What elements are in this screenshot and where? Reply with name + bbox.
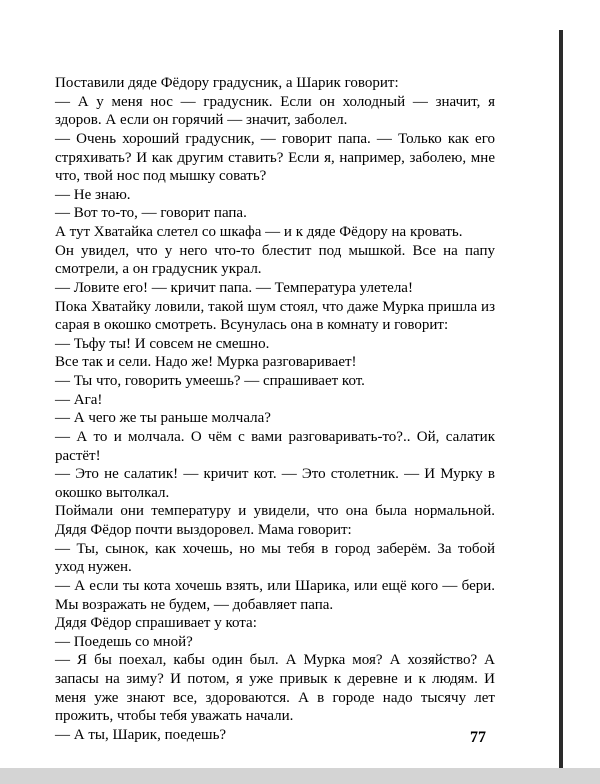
paragraph: — Не знаю. — [55, 186, 131, 203]
paragraph: — Это не салатик! — кричит кот. — Это столетник. — И Мурку в окошко вытолкал. — [55, 466, 495, 501]
paragraph: — А у меня нос — градусник. Если он холодный — значит, я здоров. А если он горячий — значит, заболел. — [55, 93, 495, 129]
paragraph: — Ты что, говорить умеешь? — спрашивает кот. — [55, 373, 365, 389]
scan-bottom-band — [0, 768, 600, 784]
paragraph: — А ты, Шарик, поедешь? — [55, 726, 227, 743]
paragraph: А тут Хватайка слетел со шкафа — и к дяде Фёдору на кровать. — [55, 224, 463, 240]
paragraph: — Я бы поехал, кабы один был. А Мурка моя? А хозяйство? А запасы на зиму? И потом, я уже привык к деревне и к людям. И меня уже знают все, здороваются. А в городе надо тысячу лет прожить, чтобы тебя уважать начали. — [55, 652, 495, 725]
paragraph: — Очень хороший градусник, — говорит папа. — Только как его стряхивать? И как другим ставить? Если я, например, заболею, мне что, твой нос под мышку совать? — [55, 130, 495, 185]
paragraph: — Ага! — [55, 391, 103, 408]
paragraph: Все так и сели. Надо же! Мурка разговаривает! — [55, 354, 357, 371]
paragraph: — А чего же ты раньше молчала? — [55, 410, 271, 427]
binding-edge-line — [559, 30, 563, 782]
body-text — [55, 74, 495, 745]
page-number: 77 — [470, 729, 486, 746]
paragraph: Дядя Фёдор спрашивает у кота: — [55, 615, 257, 632]
paragraph: — Поедешь со мной? — [55, 633, 193, 650]
paragraph: — А если ты кота хочешь взять, или Шарика, или ещё кого — бери. Мы возражать не будем, — добавляет папа. — [55, 577, 495, 613]
paragraph: Поймали они температуру и увидели, что она была нормальной. Дядя Фёдор почти выздоровел. Мама говорит: — [55, 503, 495, 538]
paragraph: Пока Хватайку ловили, такой шум стоял, что даже Мурка пришла из сарая в окошко смотреть. Всунулась она в комнату и говорит: — [55, 298, 495, 334]
paragraph: — Вот то-то, — говорит папа. — [55, 205, 247, 222]
paragraph: — Тьфу ты! И совсем не смешно. — [55, 335, 270, 352]
paragraph: Он увидел, что у него что-то блестит под мышкой. Все на папу смотрели, а он градусник украл. — [55, 242, 495, 278]
paragraph: — Ты, сынок, как хочешь, но мы тебя в город заберём. За тобой уход нужен. — [55, 540, 495, 576]
paragraph: — Ловите его! — кричит папа. — Температура улетела! — [55, 279, 413, 296]
paragraph: Поставили дяде Фёдору градусник, а Шарик говорит: — [55, 75, 399, 91]
paragraph: — А то и молчала. О чём с вами разговаривать-то?.. Ой, салатик растёт! — [55, 428, 495, 464]
